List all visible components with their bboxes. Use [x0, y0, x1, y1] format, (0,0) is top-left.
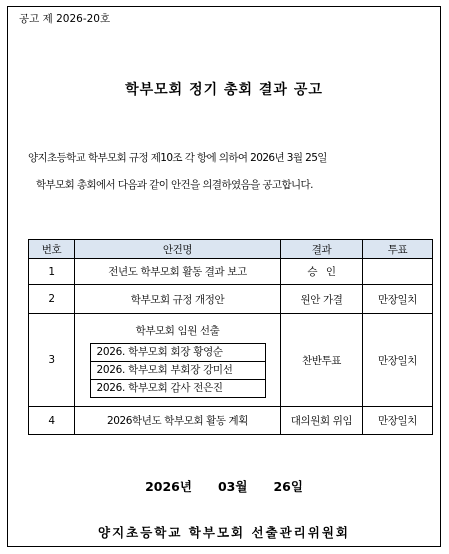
officer-auditor: 2026. 학부모회 감사 전은진 [96, 381, 223, 394]
notice-number: 공고 제 2026-20호 [19, 13, 111, 25]
body-line-2: 학부모회 총회에서 다음과 같이 안건을 의결하였음을 공고합니다. [36, 179, 313, 191]
notice-date [8, 477, 440, 495]
body-line-1: 양지초등학교 학부모회 규정 제10조 각 항에 의하여 2026년 3월 25일 [28, 152, 327, 164]
date-month: 03월 [217, 479, 248, 494]
cell-result: 원안 가결 [281, 285, 363, 314]
table-row [29, 407, 433, 435]
agenda-table [28, 239, 433, 435]
cell-result: 찬반투표 [281, 314, 363, 407]
cell-vote: 만장일치 [363, 407, 433, 435]
cell-no: 4 [29, 407, 75, 435]
cell-item: 학부모회 규정 개정안 [75, 285, 281, 314]
header-result: 결과 [281, 240, 363, 259]
header-no: 번호 [29, 240, 75, 259]
officer-list [90, 343, 266, 398]
cell-item: 2026학년도 학부모회 활동 계획 [75, 407, 281, 435]
notice-document [7, 6, 441, 547]
officer-vice-president: 2026. 학부모회 부회장 강미선 [91, 362, 265, 380]
date-year: 2026년 [145, 479, 192, 494]
cell-result: 승 인 [281, 259, 363, 285]
header-item: 안건명 [75, 240, 281, 259]
page-title: 학부모회 정기 총회 결과 공고 [125, 82, 323, 98]
cell-item [75, 314, 281, 407]
cell-result: 대의원회 위임 [281, 407, 363, 435]
table-header-row [29, 240, 433, 259]
table-row [29, 259, 433, 285]
table-row [29, 285, 433, 314]
table-row [29, 314, 433, 407]
cell-vote: 만장일치 [363, 314, 433, 407]
officer-election-title: 학부모회 임원 선출 [135, 324, 220, 337]
committee-signature: 양지초등학교 학부모회 선출관리위원회 [98, 525, 350, 540]
cell-no: 3 [29, 314, 75, 407]
cell-item: 전년도 학부모회 활동 결과 보고 [75, 259, 281, 285]
officer-president: 2026. 학부모회 회장 황영순 [91, 344, 265, 362]
cell-vote: 만장일치 [363, 285, 433, 314]
cell-no: 1 [29, 259, 75, 285]
cell-vote [363, 259, 433, 285]
date-day: 26일 [273, 479, 303, 494]
header-vote: 투표 [363, 240, 433, 259]
cell-no: 2 [29, 285, 75, 314]
